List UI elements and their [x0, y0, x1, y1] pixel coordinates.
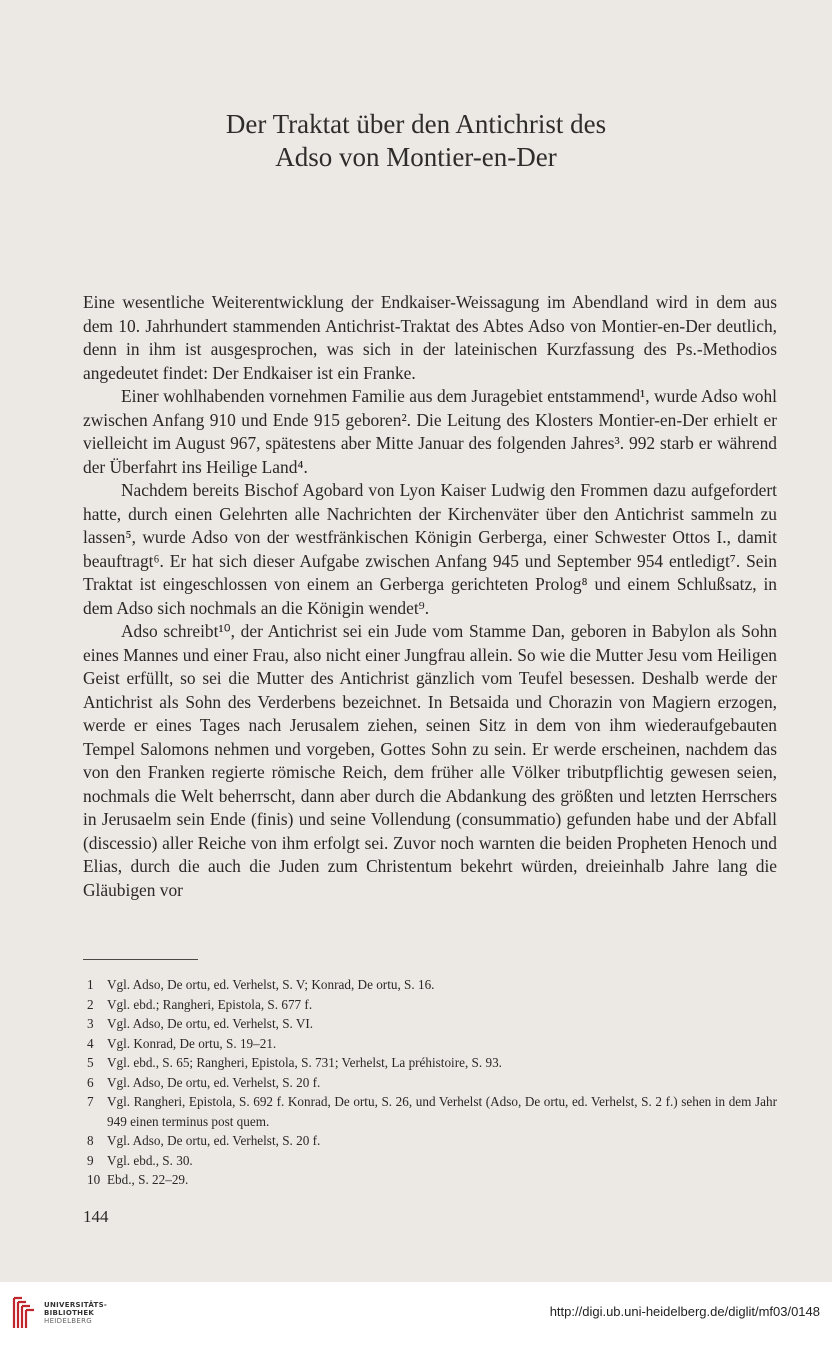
library-name-line-3: HEIDELBERG: [44, 1317, 92, 1325]
library-logo-icon: [10, 1296, 38, 1330]
footnote: [83, 1170, 777, 1190]
footnote-divider: [83, 959, 198, 960]
footnote: [83, 1131, 777, 1151]
library-name: [44, 1301, 107, 1325]
footnote-number: 5: [87, 1055, 94, 1070]
footnotes: [83, 975, 777, 1190]
footnote-number: 9: [87, 1152, 94, 1168]
page-number: 144: [83, 1207, 109, 1226]
footnote-text: Vgl. Adso, De ortu, ed. Verhelst, S. 20 f.: [107, 1133, 321, 1148]
footnote: [83, 1034, 777, 1054]
title-line-2: Adso von Montier-en-Der: [275, 142, 557, 172]
paragraph: Adso schreibt¹⁰, der Antichrist sei ein Jude vom Stamme Dan, geboren in Babylon als Sohn eines Mannes und einer Frau, also nicht einer Jungfrau allein. So wie die Mutter Jesu vom Heiligen Geist erfüllt, so sei die Mutter des Antichrist gänzlich vom Teufel besessen. Deshalb werde der Antichrist als Sohn des Verderbens bezeichnet. In Betsaida und Chorazin von Magiern erzogen, werde er eines Tages nach Jerusalem ziehen, seinen Sitz in dem von ihm wiederaufgebauten Tempel Salomons nehmen und vorgeben, Gottes Sohn zu sein. Er werde erscheinen, nachdem das von den Franken regierte römische Reich, dem früher alle Völker tributpflichtig gewesen seien, nochmals die Welt beherrscht, dann aber durch die Abdankung des größten und letzten Herrschers in Jerusaelm sein Ende (finis) und seine Vollendung (consummatio) gefunden habe und der Abfall (discessio) aller Reiche von ihm erfolgt sei. Zuvor noch warnten die beiden Propheten Henoch und Elias, durch die auch die Juden zum Christentum bekehrt würden, dreieinhalb Jahre lang die Gläubigen vor: [83, 621, 777, 900]
footnote: [83, 995, 777, 1015]
footnote: [83, 1014, 777, 1034]
footnote-number: 1: [87, 977, 94, 992]
footnote: [83, 1073, 777, 1093]
library-name-line-1: UNIVERSITÄTS-: [44, 1301, 108, 1309]
footnote-number: 4: [87, 1035, 94, 1051]
footnote-text: Vgl. Konrad, De ortu, S. 19–21.: [107, 1035, 277, 1051]
paragraph: Einer wohlhabenden vornehmen Familie aus dem Juragebiet entstammend¹, wurde Adso wohl zwischen Anfang 910 und Ende 915 geboren². Die Leitung des Klosters Montier-en-Der erhielt er vielleicht im August 967, spätestens aber Mitte Januar des folgenden Jahres³. 992 starb er während der Überfahrt ins Heilige Land⁴.: [83, 386, 777, 477]
footnote: [83, 1053, 777, 1073]
paragraph: Nachdem bereits Bischof Agobard von Lyon Kaiser Ludwig den Frommen dazu aufgefordert hatte, durch einen Gelehrten alle Nachrichten der Kirchenväter über den Antichrist sammeln zu lassen⁵, wurde Adso von der westfränkischen Königin Gerberga, einer Schwester Ottos I., damit beauftragt⁶. Er hat sich dieser Aufgabe zwischen Anfang 945 und September 954 entledigt⁷. Sein Traktat ist eingeschlossen von einem an Gerberga gerichteten Prolog⁸ und einem Schlußsatz, in dem Adso sich nochmals an die Königin wendet⁹.: [83, 480, 777, 618]
title-line-1: Der Traktat über den Antichrist des: [225, 109, 607, 139]
footnote-number: 6: [87, 1074, 94, 1090]
footnote-text: Vgl. ebd., S. 65; Rangheri, Epistola, S. 731; Verhelst, La préhistoire, S. 93.: [107, 1055, 502, 1070]
footnote-number: 3: [87, 1016, 94, 1031]
body-text: [83, 291, 777, 902]
footnote-number: 2: [87, 996, 94, 1012]
paragraph: Eine wesentliche Weiterentwicklung der Endkaiser-Weissagung im Abendland wird in dem aus dem 10. Jahrhundert stammenden Antichrist-Traktat des Abtes Adso von Montier-en-Der deutlich, denn in ihm ist ausgesprochen, was sich in der lateinischen Kurzfassung des Ps.-Methodios angedeutet findet: Der Endkaiser ist ein Franke.: [83, 292, 777, 383]
footnote-text: Ebd., S. 22–29.: [107, 1172, 189, 1187]
footnote-text: Vgl. ebd., S. 30.: [107, 1152, 193, 1168]
footnote-text: Vgl. Rangheri, Epistola, S. 692 f. Konrad, De ortu, S. 26, und Verhelst (Adso, De ortu, ed. Verhelst, S. 2 f.) sehen in dem Jahr 949 einen terminus post quem.: [107, 1094, 777, 1129]
footnote-text: Vgl. Adso, De ortu, ed. Verhelst, S. 20 f.: [107, 1074, 321, 1090]
library-name-line-2: BIBLIOTHEK: [44, 1309, 95, 1317]
footnote-number: 8: [87, 1133, 94, 1148]
footnote-text: Vgl. ebd.; Rangheri, Epistola, S. 677 f.: [107, 996, 313, 1012]
footnote: [83, 1092, 777, 1131]
viewer-footer: [0, 1282, 832, 1345]
footnote-text: Vgl. Adso, De ortu, ed. Verhelst, S. VI.: [107, 1016, 314, 1031]
footnote-text: Vgl. Adso, De ortu, ed. Verhelst, S. V; Konrad, De ortu, S. 16.: [107, 977, 435, 992]
permalink-url[interactable]: http://digi.ub.uni-heidelberg.de/diglit/mf03/0148: [549, 1304, 820, 1319]
chapter-title: [0, 108, 832, 174]
footnote-number: 10: [87, 1172, 101, 1187]
footnote-number: 7: [87, 1094, 94, 1109]
footnote: [83, 1151, 777, 1171]
footnote: [83, 975, 777, 995]
